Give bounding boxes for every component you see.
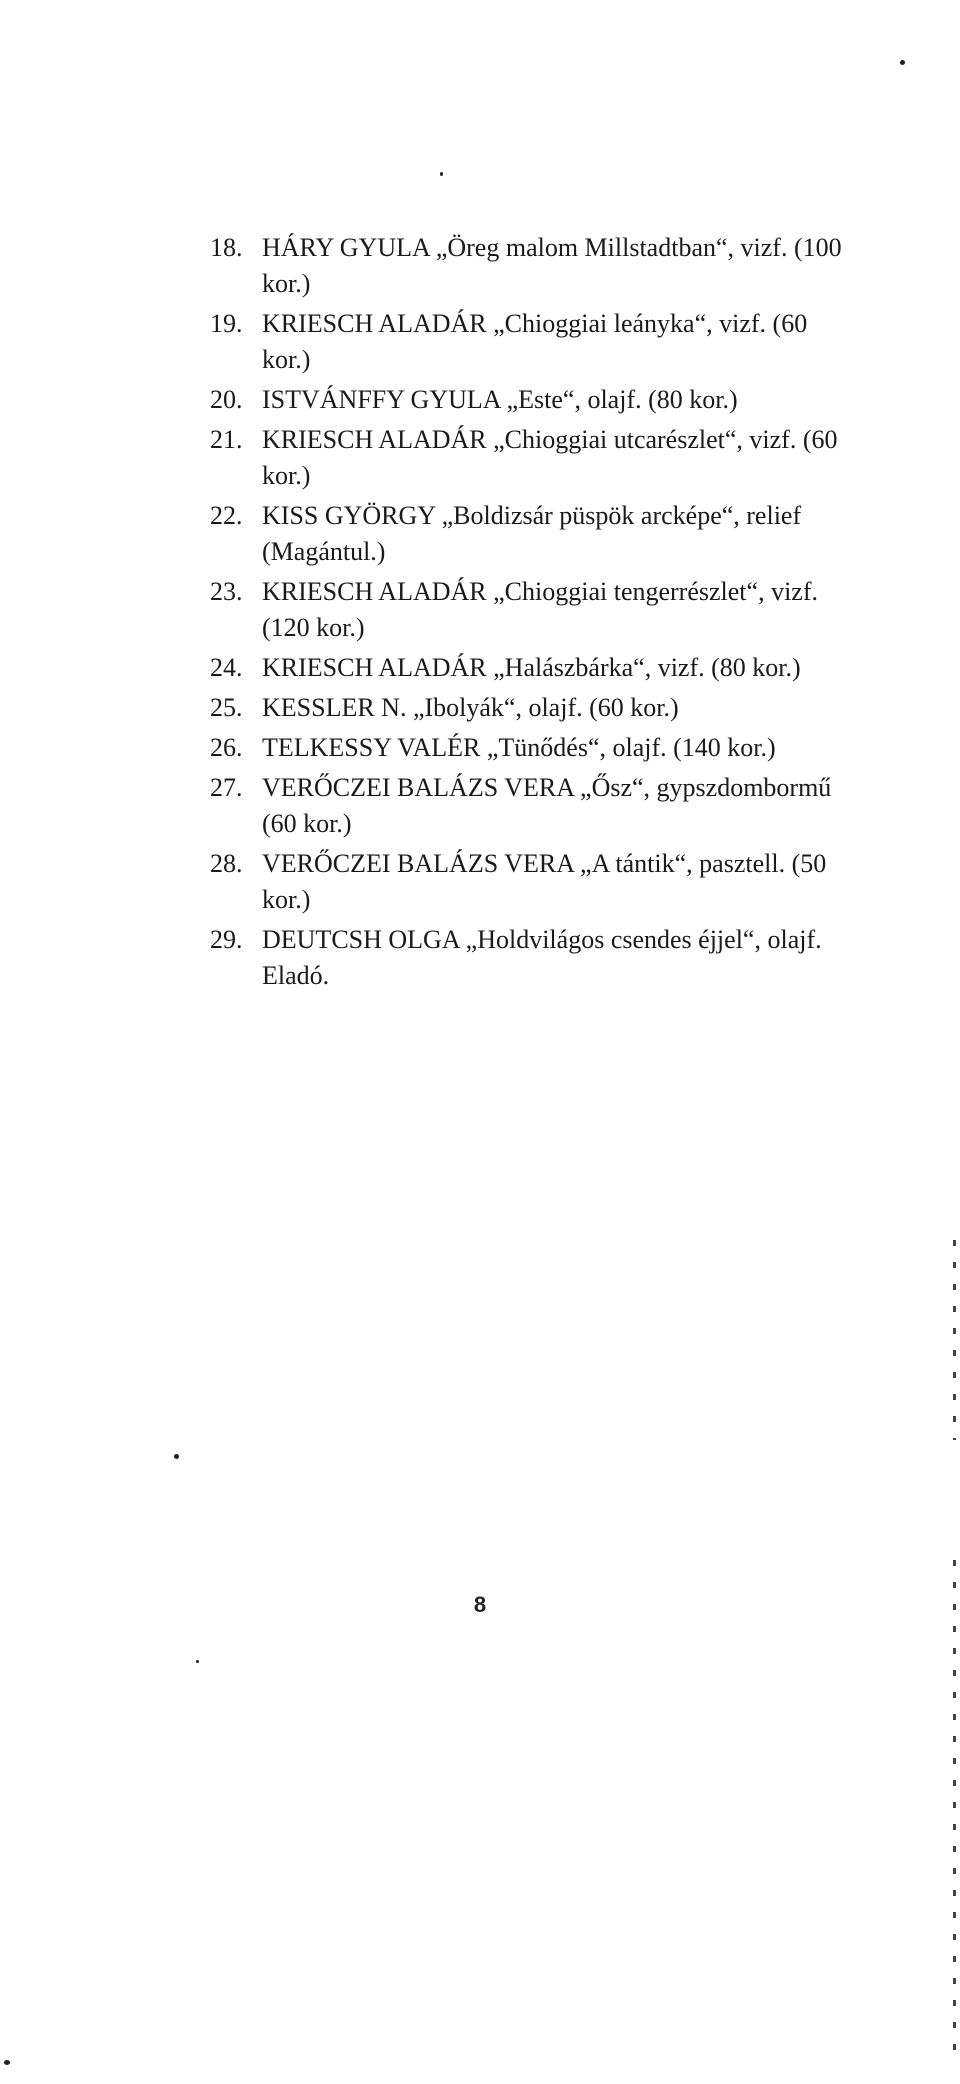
entry-text: VERŐCZEI BALÁZS VERA „Ősz“, gypszdombormű (60 kor.) <box>262 773 832 838</box>
list-item <box>210 846 860 918</box>
entry-text: VERŐCZEI BALÁZS VERA „A tántik“, pasztell. (50 kor.) <box>262 849 827 914</box>
entry-number: 19. <box>210 309 243 338</box>
entry-text: KRIESCH ALADÁR „Halászbárka“, vizf. (80 kor.) <box>262 653 801 682</box>
entry-text: DEUTCSH OLGA „Holdvilágos csendes éjjel“, olajf. Eladó. <box>262 925 822 990</box>
entry-text: TELKESSY VALÉR „Tünődés“, olajf. (140 kor.) <box>262 733 776 762</box>
page-number: 8 <box>473 1592 487 1617</box>
scan-speck <box>196 1660 199 1663</box>
entry-text: KESSLER N. „Ibolyák“, olajf. (60 kor.) <box>262 693 679 722</box>
list-item <box>210 230 860 302</box>
entry-text: KRIESCH ALADÁR „Chioggiai leányka“, vizf. (60 kor.) <box>262 309 808 374</box>
scan-speck <box>440 172 443 176</box>
entry-number: 21. <box>210 425 243 454</box>
list-item <box>210 650 860 686</box>
scan-speck <box>4 2060 10 2065</box>
entry-number: 18. <box>210 233 243 262</box>
entry-text: KRIESCH ALADÁR „Chioggiai utcarészlet“, vizf. (60 kor.) <box>262 425 838 490</box>
entry-text: ISTVÁNFFY GYULA „Este“, olajf. (80 kor.) <box>262 385 738 414</box>
scan-speck <box>174 1454 179 1459</box>
entry-number: 26. <box>210 733 243 762</box>
entry-text: KISS GYÖRGY „Boldizsár püspök arcképe“, relief (Magántul.) <box>262 501 802 566</box>
entry-number: 24. <box>210 653 243 682</box>
scan-edge-marks <box>953 1560 956 2060</box>
list-item <box>210 306 860 378</box>
list-item <box>210 770 860 842</box>
entry-number: 29. <box>210 925 243 954</box>
list-item <box>210 574 860 646</box>
entry-number: 22. <box>210 501 243 530</box>
entry-number: 28. <box>210 849 243 878</box>
list-item <box>210 730 860 766</box>
list-item <box>210 382 860 418</box>
entry-text: HÁRY GYULA „Öreg malom Millstadtban“, vizf. (100 kor.) <box>262 233 842 298</box>
list-item <box>210 422 860 494</box>
scan-edge-marks <box>953 1240 956 1440</box>
entry-number: 27. <box>210 773 243 802</box>
list-item <box>210 690 860 726</box>
entry-number: 20. <box>210 385 243 414</box>
entry-number: 25. <box>210 693 243 722</box>
list-item <box>210 922 860 994</box>
entry-text: KRIESCH ALADÁR „Chioggiai tengerrészlet“, vizf. (120 kor.) <box>262 577 818 642</box>
artwork-list <box>210 230 860 998</box>
scan-speck <box>900 60 905 65</box>
list-item <box>210 498 860 570</box>
entry-number: 23. <box>210 577 243 606</box>
